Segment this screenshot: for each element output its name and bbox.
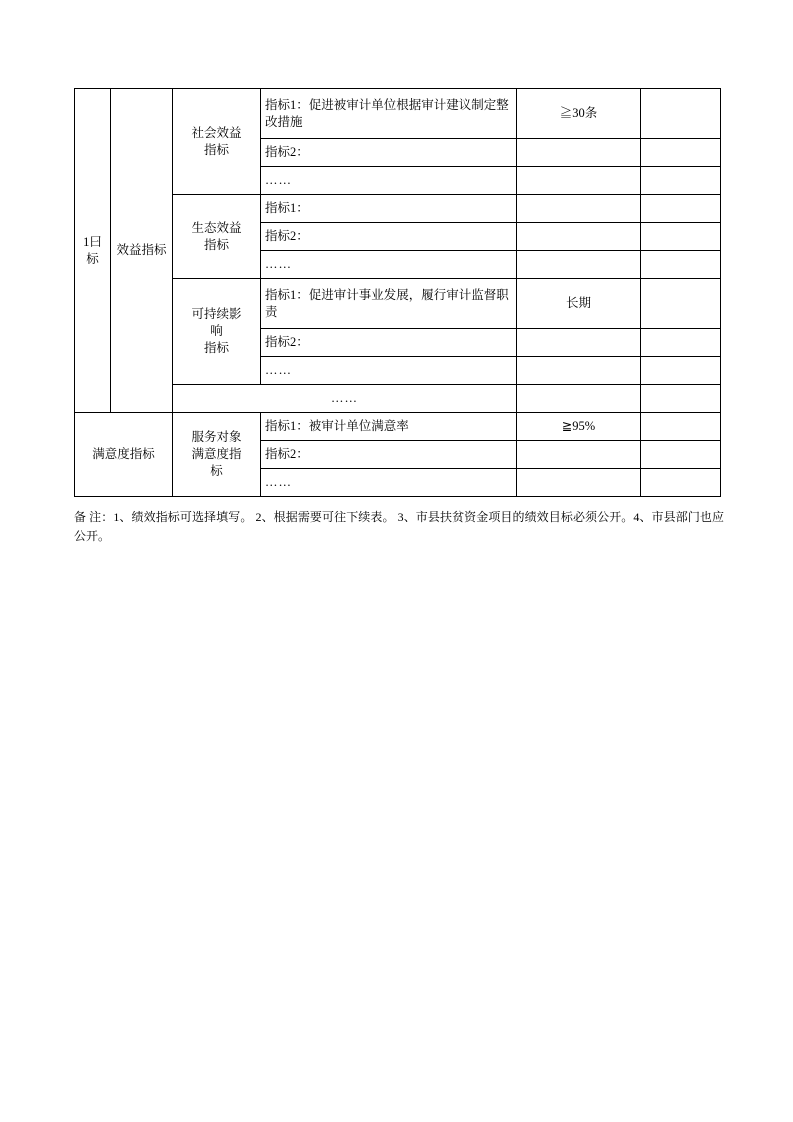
indicator-extra-cell[interactable] <box>641 167 721 195</box>
indicator-extra-cell[interactable] <box>641 139 721 167</box>
indicator-extra-cell[interactable] <box>641 279 721 329</box>
indicator-value-cell[interactable] <box>517 139 641 167</box>
category-ecological-benefit <box>173 195 261 279</box>
indicator-value-cell[interactable] <box>517 329 641 357</box>
indicator-cell[interactable]: 指标2： <box>261 441 517 469</box>
category-social-line2: 指标 <box>203 142 229 157</box>
indicator-value-cell[interactable]: ≧30条 <box>517 89 641 139</box>
indicator-cell[interactable]: 指标2： <box>261 223 517 251</box>
indicator-extra-cell[interactable] <box>641 357 721 385</box>
indicator-extra-cell[interactable] <box>641 441 721 469</box>
category-social-benefit <box>173 89 261 195</box>
indicator-value-cell[interactable] <box>517 469 641 497</box>
indicator-value-cell[interactable] <box>517 251 641 279</box>
indicator-cell[interactable]: 指标2： <box>261 329 517 357</box>
indicator-cell[interactable]: …… <box>261 251 517 279</box>
performance-indicator-table-wrapper <box>74 88 720 497</box>
category-service-line2: 满意度指 <box>191 447 242 462</box>
indicator-cell[interactable]: 指标1：被审计单位满意率 <box>261 413 517 441</box>
category-sustainable-impact <box>173 279 261 385</box>
group-benefit-indicator <box>111 89 173 413</box>
indicator-value-cell[interactable] <box>517 385 641 413</box>
indicator-value-cell[interactable] <box>517 357 641 385</box>
category-service-satisfaction <box>173 413 261 497</box>
indicator-cell[interactable]: …… <box>261 469 517 497</box>
indicator-value-cell[interactable] <box>517 441 641 469</box>
category-social-line1: 社会效益 <box>191 125 242 140</box>
category-sustainable-line1: 可持续影 <box>191 307 242 322</box>
category-service-line3: 标 <box>210 463 223 478</box>
indicator-cell[interactable]: 指标1：促进审计事业发展，履行审计监督职责 <box>261 279 517 329</box>
goal-label-line1: 1曰 <box>83 234 102 249</box>
indicator-extra-cell[interactable] <box>641 469 721 497</box>
category-ecological-line1: 生态效益 <box>191 220 242 235</box>
indicator-cell[interactable]: …… <box>261 167 517 195</box>
category-sustainable-line3: 指标 <box>203 340 229 355</box>
indicator-extra-cell[interactable] <box>641 89 721 139</box>
group-benefit-label: 效益指标 <box>116 243 167 258</box>
goal-label-line2: 标 <box>86 251 99 266</box>
indicator-value-cell[interactable] <box>517 167 641 195</box>
table-footnote: 备 注：1、绩效指标可选择填写。 2、根据需要可往下续表。 3、市县扶贫资金项目的绩效目标必须公开。4、市县部门也应公开。 <box>74 510 724 544</box>
indicator-extra-cell[interactable] <box>641 251 721 279</box>
indicator-extra-cell[interactable] <box>641 223 721 251</box>
table-row <box>75 89 721 139</box>
category-sustainable-line2: 响 <box>210 324 223 339</box>
indicator-extra-cell[interactable] <box>641 385 721 413</box>
indicator-value-cell[interactable] <box>517 223 641 251</box>
group-satisfaction-indicator: 满意度指标 <box>75 413 173 497</box>
indicator-extra-cell[interactable] <box>641 329 721 357</box>
indicator-cell[interactable]: 指标1： <box>261 195 517 223</box>
indicator-cell[interactable]: 指标1：促进被审计单位根据审计建议制定整改措施 <box>261 89 517 139</box>
indicator-value-cell[interactable] <box>517 195 641 223</box>
indicator-extra-cell[interactable] <box>641 195 721 223</box>
indicator-extra-cell[interactable] <box>641 413 721 441</box>
indicator-value-cell[interactable]: 长期 <box>517 279 641 329</box>
indicator-cell[interactable]: 指标2： <box>261 139 517 167</box>
performance-indicator-table <box>74 88 721 497</box>
indicator-cell[interactable]: …… <box>261 357 517 385</box>
indicator-value-cell[interactable]: ≧95% <box>517 413 641 441</box>
category-service-line1: 服务对象 <box>191 430 242 445</box>
column-header-goal <box>75 89 111 413</box>
category-ecological-line2: 指标 <box>203 237 229 252</box>
table-row <box>75 413 721 441</box>
category-ellipsis[interactable]: …… <box>173 385 517 413</box>
